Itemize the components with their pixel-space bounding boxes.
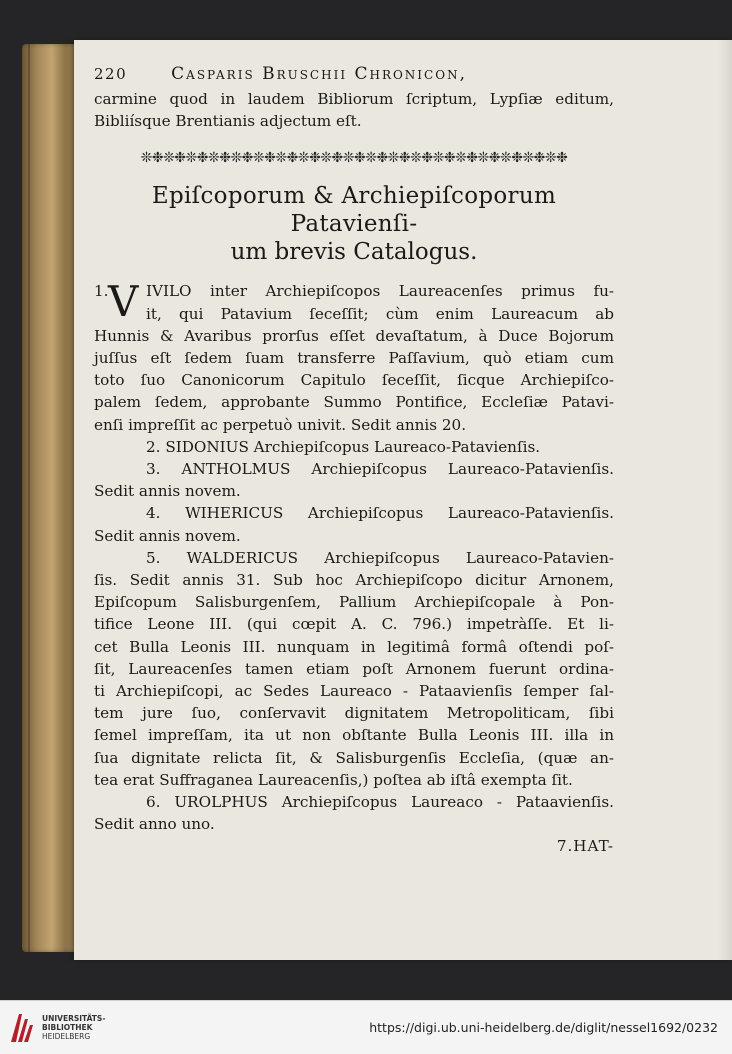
entry-4 (94, 502, 614, 546)
text-line: carmine quod in laudem Bibliorum ſcriptum, Lypſiæ editum, (94, 90, 614, 108)
text-line: it, qui Patavium ſeceſſit; cùm enim Laureacum ab (146, 304, 614, 323)
text-line: 2. SIDONIUS Archiepiſcopus Laureaco-Patavienſis. (146, 437, 541, 456)
section-title-line-2: um brevis Catalogus. (230, 239, 478, 266)
book-edge (22, 44, 76, 952)
text-line: tem jure ſuo, conſervavit dignitatem Metropoliticam, ſibi (94, 704, 614, 723)
catalog-entries (94, 277, 614, 835)
entry-6 (94, 791, 614, 835)
text-line: Sedit annis novem. (94, 526, 241, 545)
text-line: cet Bulla Leonis III. nunquam in legitimâ formâ oſtendi poſ- (94, 637, 614, 656)
text-line: 5. WALDERICUS Archiepiſcopus Laureaco-Patavien- (146, 548, 614, 567)
text-line: palem ſedem, approbante Summo Pontifice, Eccleſiæ Patavi- (94, 393, 614, 412)
text-line: Sedit annis novem. (94, 482, 241, 501)
page-number: 220 (94, 65, 128, 83)
logo-line-2: BIBLIOTHEK (42, 1023, 93, 1032)
text-line: tea erat Suffraganea Laureacenſis,) poſtea ab iſtâ exempta ſit. (94, 770, 573, 789)
catchword: 7.HAT- (556, 837, 614, 856)
drop-cap-initial: V (108, 277, 139, 327)
library-logo[interactable] (0, 1011, 105, 1045)
entry-5 (94, 547, 614, 791)
logo-line-3: HEIDELBERG (42, 1032, 91, 1041)
footer-bar (0, 1000, 732, 1054)
page-text (94, 64, 614, 857)
library-logo-icon (8, 1011, 36, 1045)
section-title (94, 182, 614, 266)
text-line: Epiſcopum Salisburgenſem, Pallium Archiepiſcopale à Pon- (94, 593, 614, 612)
entry-1 (94, 277, 614, 435)
text-line: Sedit anno uno. (94, 815, 215, 834)
text-line: toto ſuo Canonicorum Capitulo ſeceſſit, ſicque Archiepiſco- (94, 371, 614, 390)
text-line: juſſus eſt ſedem ſuam transferre Paſſavium, quò etiam cum (94, 349, 614, 368)
text-line: tifice Leone III. (qui cœpit A. C. 796.) impetràſſe. Et li- (94, 615, 614, 634)
text-line: ſis. Sedit annis 31. Sub hoc Archiepiſcopo dicitur Arnonem, (94, 571, 614, 590)
text-line: IVILO inter Archiepiſcopos Laureacenſes primus fu- (146, 282, 614, 301)
entry-2 (94, 436, 614, 458)
ornament-band: ❊❉❊❉❊❉❊❉❊❉❊❉❊❉❊❉❊❉❊❉❊❉❊❉❊❉❊❉❊❉❊❉❊❉❊❉❊❉ (140, 150, 568, 167)
text-line: ti Archiepiſcopi, ac Sedes Laureaco - Pataavienſis ſemper ſal- (94, 682, 614, 701)
text-line: 6. UROLPHUS Archiepiſcopus Laureaco - Pataavienſis. (146, 793, 614, 812)
text-line: Bibliísque Brentianis adjectum eſt. (94, 112, 362, 131)
text-line: 4. WIHERICUS Archiepiſcopus Laureaco-Patavienſis. (146, 504, 614, 523)
permalink-url[interactable]: https://digi.ub.uni-heidelberg.de/diglit/nessel1692/0232 (369, 1020, 718, 1035)
intro-paragraph (94, 88, 614, 132)
logo-line-1: UNIVERSITÄTS- (42, 1014, 106, 1023)
library-logo-text (42, 1014, 105, 1041)
running-head (94, 64, 614, 86)
section-title-line-1: Epiſcoporum & Archiepiſcoporum Patavienſi- (151, 183, 557, 238)
text-line: Hunnis & Avaribus prorſus eſſet devaſtatum, à Duce Bojorum (94, 326, 614, 345)
entry-number: 1. (94, 282, 109, 301)
entry-3 (94, 458, 614, 502)
text-line: enſi impreſſit ac perpetuò univit. Sedit annis 20. (94, 415, 467, 434)
text-line: ſemel impreſſam, ita ut non obſtante Bulla Leonis III. illa in (94, 726, 614, 745)
running-title: Casparis Bruschii Chronicon, (171, 64, 467, 84)
text-line: ſua dignitate relicta ſit, & Salisburgenſis Eccleſia, (quæ an- (94, 748, 614, 767)
text-line: 3. ANTHOLMUS Archiepiſcopus Laureaco-Patavienſis. (146, 460, 614, 479)
text-line: ſit, Laureacenſes tamen etiam poſt Arnonem fuerunt ordina- (94, 659, 614, 678)
